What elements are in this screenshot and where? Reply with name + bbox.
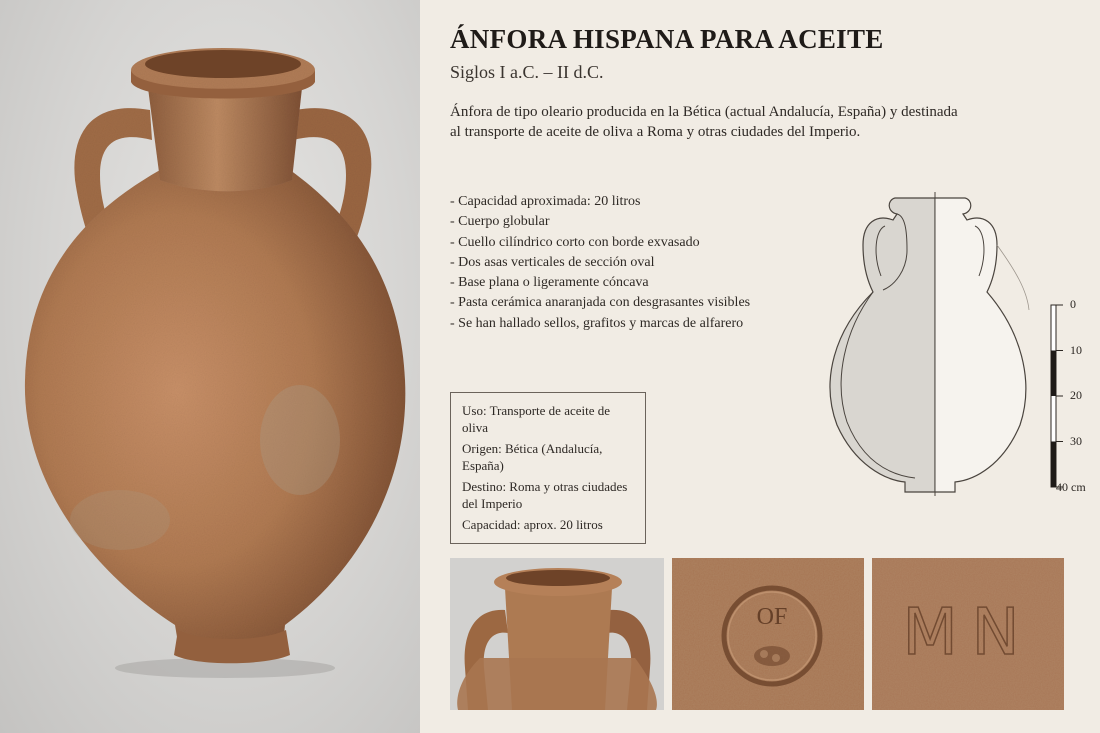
- amphora-photo: [0, 0, 420, 733]
- page-subtitle: Siglos I a.C. – II d.C.: [450, 62, 604, 82]
- stamp-image: [672, 558, 864, 710]
- info-uso: Uso: Transporte de aceite de oliva: [462, 403, 611, 435]
- graffito-image: [872, 558, 1064, 710]
- feature-list: [450, 192, 830, 334]
- scale-bar: [1051, 305, 1063, 487]
- info-box: [450, 392, 646, 544]
- feature-item: - Se han hallado sellos, grafitos y marcas de alfarero: [450, 314, 830, 334]
- feature-item: - Pasta cerámica anaranjada con desgrasantes visibles: [450, 293, 830, 313]
- neck-detail-image: [450, 558, 664, 710]
- thumbnail-graffito: [872, 558, 1064, 710]
- drawing-section: [830, 198, 935, 492]
- info-destino: Destino: Roma y otras ciudades del Imperio: [462, 479, 628, 511]
- thumbnail-neck-detail: [450, 558, 664, 710]
- graffito-text: MN: [902, 596, 1034, 670]
- info-origen: Origen: Bética (Andalucía, España): [462, 441, 603, 473]
- feature-item: - Capacidad aproximada: 20 litros: [450, 192, 830, 212]
- stamp-text: OF: [756, 604, 788, 630]
- amphora-mouth: [145, 50, 301, 78]
- scale-label-40: 40 cm: [1056, 480, 1086, 494]
- feature-item: - Dos asas verticales de sección oval: [450, 253, 830, 273]
- feature-item: - Cuerpo globular: [450, 212, 830, 232]
- drawing-profile: [935, 198, 1026, 492]
- page-title: ÁNFORA HISPANA PARA ACEITE: [450, 24, 884, 54]
- info-panel: [420, 0, 1100, 733]
- feature-item: - Base plana o ligeramente cóncava: [450, 273, 830, 293]
- feature-item: - Cuello cilíndrico corto con borde exvasado: [450, 233, 830, 253]
- amphora-body: [25, 170, 405, 660]
- info-capacidad: Capacidad: aprox. 20 litros: [462, 517, 603, 532]
- thumbnail-stamp: [672, 558, 864, 710]
- scale-label-10: 10: [1070, 343, 1082, 357]
- amphora-neck: [148, 88, 302, 191]
- scale-label-30: 30: [1070, 434, 1082, 448]
- technical-drawing: [815, 190, 1095, 500]
- description-text: Ánfora de tipo oleario producida en la Bética (actual Andalucía, España) y destinada al transporte de aceite de oliva a Roma y otras ciudades del Imperio.: [450, 104, 958, 140]
- scale-label-20: 20: [1070, 388, 1082, 402]
- scale-label-0: 0: [1070, 297, 1076, 311]
- amphora-illustration: [0, 0, 420, 733]
